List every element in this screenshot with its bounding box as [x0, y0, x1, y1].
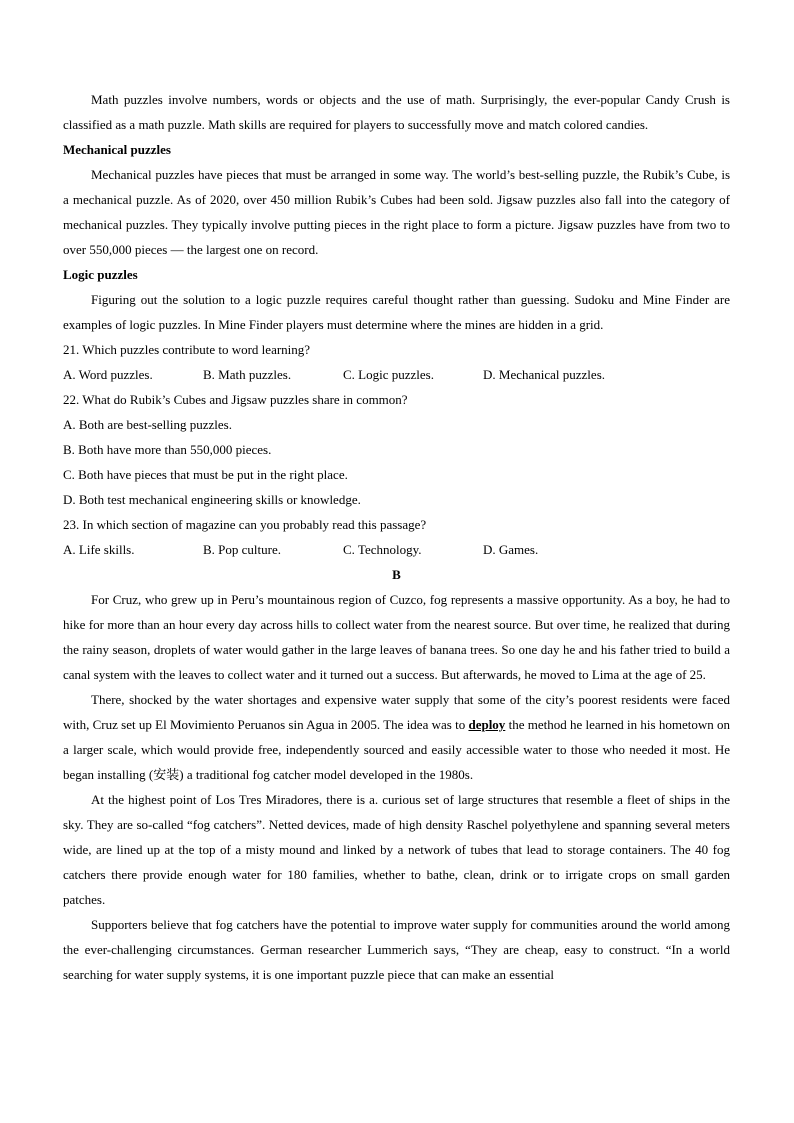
- section-b-paragraph-1: For Cruz, who grew up in Peru’s mountainous region of Cuzco, fog represents a massive opportunity. As a boy, he had to hike for more than an hour every day across hills to collect water from the nearest source. But over time, he realized that during the rainy season, droplets of water would gather in the large leaves of banana trees. So one day he and his father tried to build a canal system with the leaves to collect water and it turned out a success. But afterwards, he moved to Lima at the age of 25.: [63, 592, 730, 682]
- question-23-stem: 23. In which section of magazine can you probably read this passage?: [63, 517, 427, 532]
- question-23-options: [63, 537, 730, 562]
- question-23-option-c: C. Technology.: [343, 542, 422, 557]
- question-23-option-b: B. Pop culture.: [203, 542, 281, 557]
- document-page: [63, 87, 730, 987]
- paragraph-2-text-before: There, shocked by the water shortages and expensive water supply that some of the city’s poorest residents were faced with, Cruz set up El Movimiento Peruanos sin Agua in 2005. The idea was to: [63, 692, 730, 732]
- section-b-paragraph-2: [63, 687, 730, 787]
- math-puzzles-paragraph: Math puzzles involve numbers, words or objects and the use of math. Surprisingly, the ever-popular Candy Crush is classified as a math puzzle. Math skills are required for players to successfully move and match colored candies.: [63, 92, 730, 132]
- question-22-option-a: A. Both are best-selling puzzles.: [63, 417, 232, 432]
- section-b-paragraph-3: At the highest point of Los Tres Miradores, there is a. curious set of large structures that resemble a fleet of ships in the sky. They are so-called “fog catchers”. Netted devices, made of high density Raschel polyethylene and spanning several meters wide, are lined up at the top of a misty mound and linked by a network of tubes that lead to storage containers. The 40 fog catchers there provide enough water for 180 families, whether to bathe, clean, drink or to irrigate crops on small garden patches.: [63, 792, 730, 907]
- section-b-paragraph-4: Supporters believe that fog catchers have the potential to improve water supply for communities around the world among the ever-challenging circumstances. German researcher Lummerich says, “They are cheap, easy to construct. “In a world searching for water supply systems, it is one important puzzle piece that can make an essential: [63, 917, 730, 982]
- question-22-option-b: B. Both have more than 550,000 pieces.: [63, 442, 272, 457]
- mechanical-puzzles-heading: Mechanical puzzles: [63, 142, 171, 157]
- question-21-option-b: B. Math puzzles.: [203, 367, 292, 382]
- question-23-option-a: A. Life skills.: [63, 542, 135, 557]
- mechanical-puzzles-paragraph: Mechanical puzzles have pieces that must be arranged in some way. The world’s best-selling puzzle, the Rubik’s Cube, is a mechanical puzzle. As of 2020, over 450 million Rubik’s Cubes had been sold. Jigsaw puzzles also fall into the category of mechanical puzzles. They typically involve putting pieces in the right place to form a picture. Jigsaw puzzles have from two to over 550,000 pieces — the largest one on record.: [63, 167, 730, 257]
- logic-puzzles-heading: Logic puzzles: [63, 267, 138, 282]
- logic-puzzles-paragraph: Figuring out the solution to a logic puzzle requires careful thought rather than guessing. Sudoku and Mine Finder are examples of logic puzzles. In Mine Finder players must determine where the mines are hidden in a grid.: [63, 292, 730, 332]
- question-22-option-c: C. Both have pieces that must be put in the right place.: [63, 467, 348, 482]
- question-23-option-d: D. Games.: [483, 542, 539, 557]
- question-21-option-c: C. Logic puzzles.: [343, 367, 434, 382]
- question-22-stem: 22. What do Rubik’s Cubes and Jigsaw puzzles share in common?: [63, 392, 408, 407]
- question-21-stem: 21. Which puzzles contribute to word learning?: [63, 342, 311, 357]
- question-22-option-d: D. Both test mechanical engineering skills or knowledge.: [63, 492, 361, 507]
- question-21-option-d: D. Mechanical puzzles.: [483, 367, 606, 382]
- section-b-label: B: [392, 567, 401, 582]
- question-21-options: [63, 362, 730, 387]
- keyword-deploy: deploy: [468, 717, 506, 732]
- question-21-option-a: A. Word puzzles.: [63, 367, 153, 382]
- paragraph-2-text-after: the method he learned in his hometown on a larger scale, which would provide free, independently sourced and easily accessible water to those who needed it most. He began installing (安装) a traditional fog catcher model developed in the 1980s.: [63, 717, 730, 782]
